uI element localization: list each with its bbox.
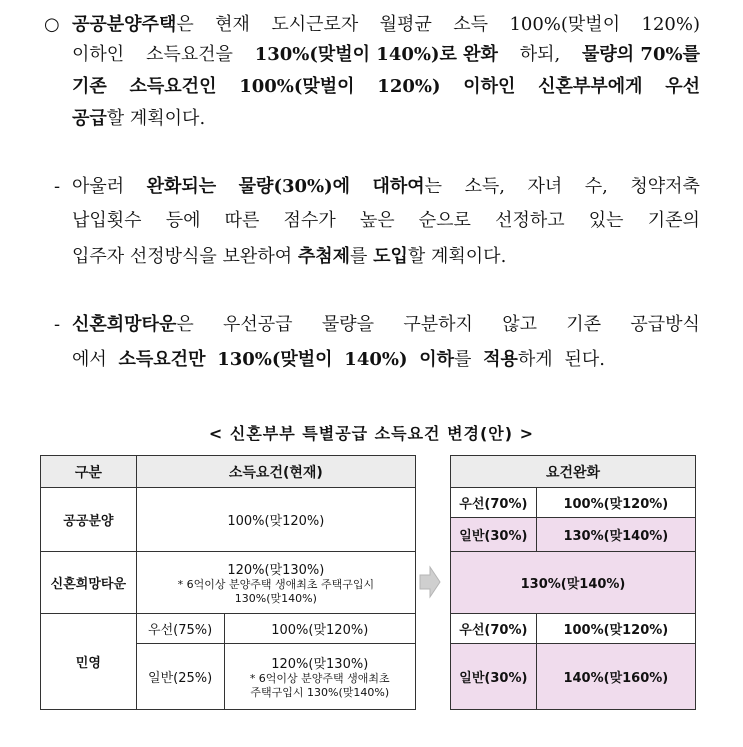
private-general-relaxed-value: 140%(맞160%) — [536, 644, 695, 710]
p3-line-2: 에서 소득요건만 130%(맞벌이 140%) 이하를 적용하게 된다. — [72, 349, 605, 370]
private-general-note-2: 주택구입시 130%(맞140%) — [250, 686, 390, 699]
private-priority-relaxed-label: 우선(70%) — [451, 614, 537, 644]
p1-line-3: 기존 소득요건인 100%(맞벌이 120%) 이하인 신혼부부에게 우선 — [72, 76, 700, 97]
private-general-label: 일반(25%) — [136, 644, 224, 710]
p2-line-3: 입주자 선정방식을 보완하여 추첨제를 도입할 계획이다. — [72, 246, 507, 267]
p1-line-4: 공급할 계획이다. — [72, 108, 206, 129]
public-general-label: 일반(30%) — [451, 518, 537, 552]
private-priority-label: 우선(75%) — [136, 614, 224, 644]
newlywed-town-note-1: * 6억이상 분양주택 생애최초 주택구입시 — [177, 578, 375, 591]
dash-marker: - — [54, 314, 61, 335]
private-general-cell — [224, 644, 415, 710]
newlywed-town-current-cell — [136, 552, 415, 614]
header-category: 구분 — [41, 456, 137, 488]
bullet-circle: ○ — [44, 14, 60, 35]
newlywed-town-note-2: 130%(맞140%) — [234, 592, 317, 605]
private-priority-value: 100%(맞120%) — [224, 614, 415, 644]
right-arrow-icon — [418, 565, 442, 599]
private-general-relaxed-label: 일반(30%) — [451, 644, 537, 710]
private-general-value: 120%(맞130%) — [271, 657, 369, 672]
public-general-value: 130%(맞140%) — [536, 518, 695, 552]
table-caption: < 신혼부부 특별공급 소득요건 변경(안) > — [208, 424, 535, 443]
p3-line-1: 신혼희망타운은 우선공급 물량을 구분하지 않고 기존 공급방식 — [72, 314, 700, 335]
p1-bold-term: 공공분양주택 — [72, 14, 177, 35]
newlywed-town-current-value: 120%(맞130%) — [227, 563, 325, 578]
row-label-public-sale: 공공분양 — [41, 488, 137, 552]
public-sale-current-value: 100%(맞120%) — [136, 488, 415, 552]
p1-line-1: 공공분양주택은 현재 도시근로자 월평균 소득 100%(맞벌이 120%) — [72, 14, 700, 35]
p2-line-1: 아울러 완화되는 물량(30%)에 대하여는 소득, 자녀 수, 청약저축 — [72, 176, 700, 197]
private-priority-relaxed-value: 100%(맞120%) — [536, 614, 695, 644]
public-priority-label: 우선(70%) — [451, 488, 537, 518]
header-relaxed: 요건완화 — [451, 456, 696, 488]
relaxed-requirements-table — [450, 455, 696, 710]
private-general-note-1: * 6억이상 분양주택 생애최초 — [249, 672, 390, 685]
header-current: 소득요건(현재) — [136, 456, 415, 488]
p2-line-2: 납입횟수 등에 따른 점수가 높은 순으로 선정하고 있는 기존의 — [72, 210, 700, 231]
public-priority-value: 100%(맞120%) — [536, 488, 695, 518]
dash-marker: - — [54, 176, 61, 197]
row-label-newlywed-town: 신혼희망타운 — [41, 552, 137, 614]
newlywed-town-relaxed-value: 130%(맞140%) — [451, 552, 696, 614]
row-label-private: 민영 — [41, 614, 137, 710]
current-requirements-table — [40, 455, 416, 710]
p1-line-2: 이하인 소득요건을 130%(맞벌이 140%)로 완화 하되, 물량의 70%를 — [72, 44, 700, 65]
